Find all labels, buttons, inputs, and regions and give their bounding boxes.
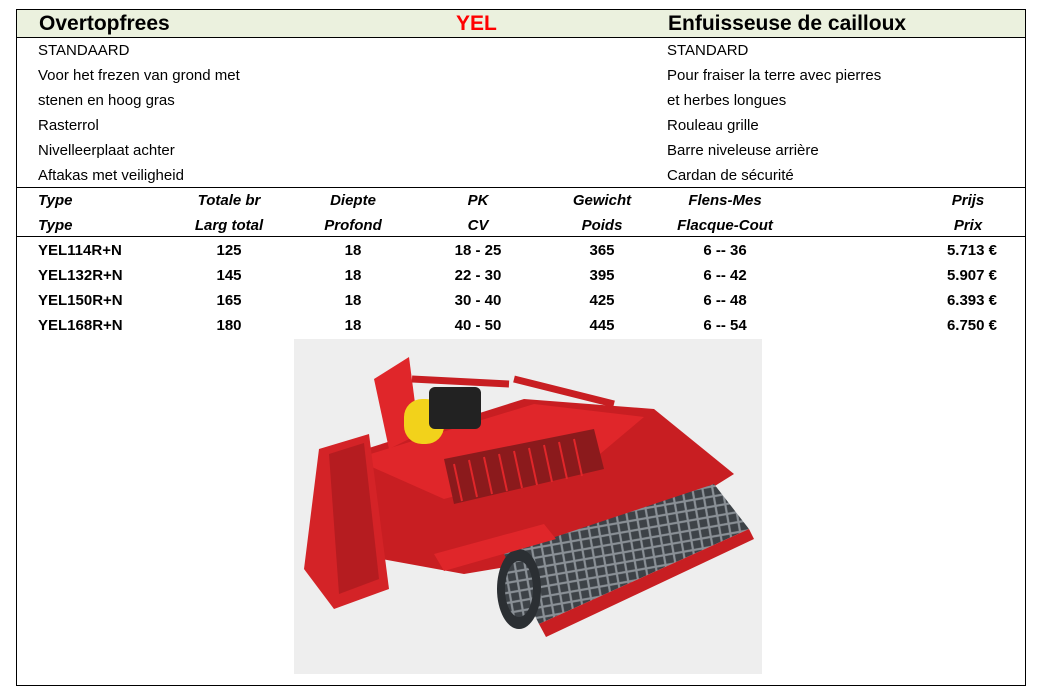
cell-width: 165 [216,292,242,309]
cell-weight: 445 [589,317,615,334]
col-header-weight-fr: Poids [581,217,623,234]
col-header-width-fr: Larg total [194,217,264,234]
cell-price: 5.713 € [946,242,997,259]
product-photo [294,339,762,674]
cell-power: 22 - 30 [454,267,502,284]
cell-depth: 18 [344,267,362,284]
description-line: STANDARD [667,42,749,59]
description-line: stenen en hoog gras [38,92,175,109]
title-french: Enfuisseuse de cailloux [668,12,907,35]
cell-depth: 18 [344,317,362,334]
cell-width: 125 [216,242,242,259]
cell-width: 180 [216,317,242,334]
col-header-flange-fr: Flacque-Cout [677,217,773,234]
table-top-rule [17,187,1025,188]
cell-depth: 18 [344,292,362,309]
title-dutch: Overtopfrees [39,12,170,35]
cell-flange: 6 -- 36 [703,242,747,259]
col-header-power-nl: PK [467,192,489,209]
description-line: Rasterrol [38,117,99,134]
col-header-depth-fr: Profond [324,217,382,234]
col-header-type-nl: Type [38,192,73,209]
cell-weight: 395 [589,267,615,284]
rotary-tiller-illustration [294,339,762,674]
cell-type: YEL168R+N [38,317,123,334]
model-code: YEL [456,12,497,35]
cell-type: YEL150R+N [38,292,123,309]
description-line: et herbes longues [667,92,787,109]
cell-power: 30 - 40 [454,292,502,309]
description-french [667,38,881,188]
description-line: Rouleau grille [667,117,759,134]
cell-flange: 6 -- 54 [703,317,747,334]
col-header-price-fr: Prix [953,217,983,234]
description-line: Barre niveleuse arrière [667,142,819,159]
cell-weight: 425 [589,292,615,309]
col-header-depth-nl: Diepte [330,192,376,209]
col-header-weight-nl: Gewicht [572,192,632,209]
cell-width: 145 [216,267,242,284]
cell-depth: 18 [344,242,362,259]
table-header-rule [17,236,1025,237]
cell-flange: 6 -- 42 [703,267,747,284]
description-line: Pour fraiser la terre avec pierres [667,67,882,84]
cell-flange: 6 -- 48 [703,292,747,309]
col-header-power-fr: CV [467,217,489,234]
cell-price: 6.393 € [946,292,997,309]
col-header-flange-nl: Flens-Mes [688,192,762,209]
cell-type: YEL132R+N [38,267,123,284]
cell-type: YEL114R+N [38,242,122,259]
cell-power: 18 - 25 [454,242,502,259]
col-header-price-nl: Prijs [951,192,985,209]
description-line: STANDAARD [38,42,130,59]
col-header-type-fr: Type [38,217,73,234]
cell-price: 6.750 € [946,317,997,334]
cell-weight: 365 [589,242,615,259]
description-line: Cardan de sécurité [667,167,794,184]
cell-power: 40 - 50 [454,317,502,334]
description-line: Aftakas met veiligheid [38,167,184,184]
cell-price: 5.907 € [946,267,997,284]
col-header-width-nl: Totale br [197,192,261,209]
description-line: Voor het frezen van grond met [38,67,240,84]
description-line: Nivelleerplaat achter [38,142,175,159]
description-dutch [38,38,240,188]
